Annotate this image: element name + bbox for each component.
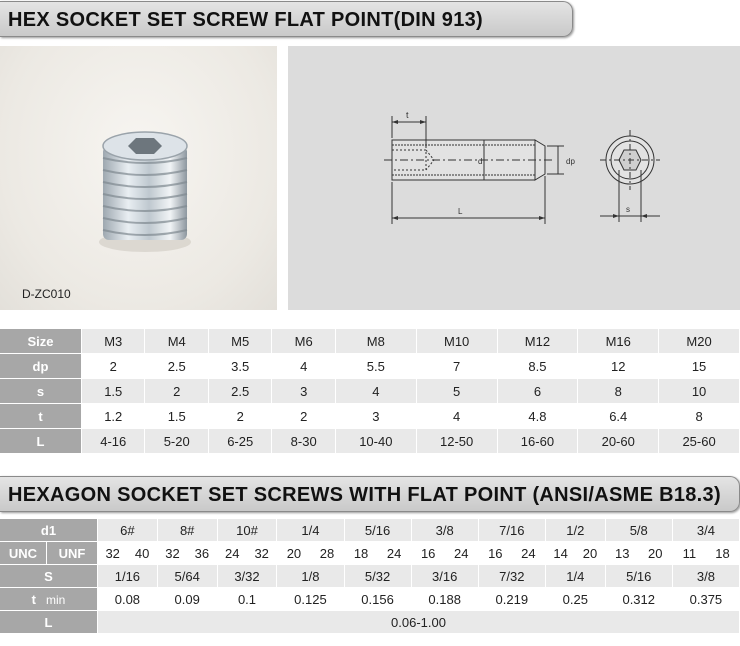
table-cell-pair <box>606 542 672 564</box>
unc-value: 20 <box>286 545 302 561</box>
table-cell: M3 <box>82 329 144 353</box>
table-row-l <box>0 429 739 453</box>
table-cell: 6# <box>98 519 157 541</box>
table-cell: 20-60 <box>578 429 658 453</box>
table-cell: 2 <box>145 379 207 403</box>
table-cell: 25-60 <box>659 429 739 453</box>
table-cell: 4-16 <box>82 429 144 453</box>
table-cell: 5/8 <box>606 519 672 541</box>
row-header-t: t <box>0 404 81 428</box>
table-cell: 2 <box>82 354 144 378</box>
page-title: HEX SOCKET SET SCREW FLAT POINT(DIN 913) <box>0 1 573 37</box>
table-cell: 2.5 <box>209 379 271 403</box>
table-cell: 0.375 <box>673 588 739 610</box>
s-dimension-label: s <box>626 205 630 214</box>
table-cell: 5-20 <box>145 429 207 453</box>
t-dimension-label: t <box>406 110 409 120</box>
table-cell: 1/4 <box>277 519 343 541</box>
table-cell: 10 <box>659 379 739 403</box>
unf-value: 24 <box>454 545 469 561</box>
table-row-threads <box>0 542 739 564</box>
table-cell: 5/64 <box>158 565 217 587</box>
screw-dimension-drawing <box>288 46 740 310</box>
table-cell: M20 <box>659 329 739 353</box>
table-cell: 3/8 <box>412 519 478 541</box>
product-photo <box>0 46 277 310</box>
table-cell: 0.156 <box>345 588 411 610</box>
table-cell: 0.08 <box>98 588 157 610</box>
table-cell: 4.8 <box>498 404 578 428</box>
table-cell: 15 <box>659 354 739 378</box>
table-cell: 7/16 <box>479 519 545 541</box>
row-header-l: L <box>0 429 81 453</box>
unf-value: 28 <box>319 545 335 561</box>
unf-value: 40 <box>134 545 150 561</box>
table-cell: 0.1 <box>218 588 277 610</box>
unf-value: 18 <box>715 545 730 561</box>
table-cell: 1/8 <box>277 565 343 587</box>
min-label: min <box>46 592 66 607</box>
table-cell: 3.5 <box>209 354 271 378</box>
table-cell: 3/4 <box>673 519 739 541</box>
set-screw-image <box>0 46 277 310</box>
table-cell: M8 <box>336 329 416 353</box>
row-header-t <box>0 588 97 610</box>
table-cell: M4 <box>145 329 207 353</box>
table-cell-pair <box>673 542 739 564</box>
table-cell: M16 <box>578 329 658 353</box>
table-cell: 5/16 <box>606 565 672 587</box>
table-cell: 1.5 <box>82 379 144 403</box>
table-cell: 6 <box>498 379 578 403</box>
table-row-d1 <box>0 519 739 541</box>
unc-value: 14 <box>553 545 568 561</box>
section-title: HEXAGON SOCKET SET SCREWS WITH FLAT POINT (ANSI/ASME B18.3) <box>0 476 740 512</box>
table-row-s <box>0 379 739 403</box>
table-cell: 4 <box>417 404 497 428</box>
table-row-t <box>0 404 739 428</box>
unc-value: 16 <box>420 545 436 561</box>
table-cell: 7/32 <box>479 565 545 587</box>
unf-value: 24 <box>521 545 536 561</box>
table-row-l <box>0 611 739 633</box>
unf-value: 20 <box>582 545 598 561</box>
table-cell: 0.219 <box>479 588 545 610</box>
unf-value: 24 <box>386 545 402 561</box>
table-cell: 2 <box>272 404 334 428</box>
table-cell-pair <box>277 542 343 564</box>
table-cell: M12 <box>498 329 578 353</box>
table-cell: 0.09 <box>158 588 217 610</box>
row-header-s: S <box>0 565 97 587</box>
table-cell-pair <box>158 542 217 564</box>
table-cell: 3/32 <box>218 565 277 587</box>
table-cell-pair <box>479 542 545 564</box>
technical-drawing <box>288 46 740 310</box>
unc-value: 16 <box>488 545 503 561</box>
row-header-s: s <box>0 379 81 403</box>
unf-value: 36 <box>194 545 210 561</box>
table-cell-pair <box>98 542 157 564</box>
unc-value: 24 <box>225 545 240 561</box>
table-cell: 8.5 <box>498 354 578 378</box>
dp-dimension-label: dp <box>566 157 575 166</box>
row-header-l: L <box>0 611 97 633</box>
table-cell: 5 <box>417 379 497 403</box>
table-row-size <box>0 329 739 353</box>
table-cell: 3 <box>272 379 334 403</box>
table-cell: 1/16 <box>98 565 157 587</box>
ansi-spec-table <box>0 518 740 634</box>
table-cell: 1.5 <box>145 404 207 428</box>
table-cell: 2 <box>209 404 271 428</box>
table-cell: 1.2 <box>82 404 144 428</box>
table-cell-l-range: 0.06-1.00 <box>98 611 739 633</box>
table-cell-pair <box>412 542 478 564</box>
table-cell: 0.188 <box>412 588 478 610</box>
table-cell: M5 <box>209 329 271 353</box>
table-cell: 5.5 <box>336 354 416 378</box>
row-header-dp: dp <box>0 354 81 378</box>
table-cell: 6.4 <box>578 404 658 428</box>
table-cell: 16-60 <box>498 429 578 453</box>
row-header-unc: UNC <box>0 542 46 564</box>
table-cell: 8-30 <box>272 429 334 453</box>
table-cell: 5/16 <box>345 519 411 541</box>
table-cell: 8 <box>578 379 658 403</box>
row-header-d1: d1 <box>0 519 97 541</box>
din-913-spec-table <box>0 328 740 454</box>
table-cell-pair <box>546 542 605 564</box>
table-cell: 3 <box>336 404 416 428</box>
table-cell: M6 <box>272 329 334 353</box>
table-cell: 2.5 <box>145 354 207 378</box>
table-cell: 4 <box>272 354 334 378</box>
unc-value: 11 <box>682 545 697 561</box>
table-cell: 3/8 <box>673 565 739 587</box>
row-header-size: Size <box>0 329 81 353</box>
unf-value: 32 <box>254 545 269 561</box>
l-dimension-label: L <box>458 207 463 216</box>
table-row-dp <box>0 354 739 378</box>
unf-value: 20 <box>648 545 663 561</box>
unc-value: 13 <box>614 545 630 561</box>
table-cell: 7 <box>417 354 497 378</box>
table-cell: 0.25 <box>546 588 605 610</box>
table-cell: 8 <box>659 404 739 428</box>
table-cell: 3/16 <box>412 565 478 587</box>
t-label: t <box>31 591 36 607</box>
table-cell: 1/4 <box>546 565 605 587</box>
unc-value: 18 <box>353 545 369 561</box>
product-code: D-ZC010 <box>22 287 71 301</box>
table-cell: 6-25 <box>209 429 271 453</box>
unc-value: 32 <box>105 545 120 561</box>
table-cell: 10# <box>218 519 277 541</box>
table-cell-pair <box>345 542 411 564</box>
table-cell: 12-50 <box>417 429 497 453</box>
table-cell: 5/32 <box>345 565 411 587</box>
table-cell: 4 <box>336 379 416 403</box>
table-cell: 1/2 <box>546 519 605 541</box>
table-cell: 10-40 <box>336 429 416 453</box>
d-dimension-label: d <box>478 157 483 166</box>
table-cell: 12 <box>578 354 658 378</box>
table-row-t <box>0 588 739 610</box>
table-cell: 8# <box>158 519 217 541</box>
table-cell: 0.312 <box>606 588 672 610</box>
row-header-unf: UNF <box>47 542 97 564</box>
table-cell: 0.125 <box>277 588 343 610</box>
unc-value: 32 <box>165 545 180 561</box>
table-cell: M10 <box>417 329 497 353</box>
table-row-s <box>0 565 739 587</box>
table-cell-pair <box>218 542 277 564</box>
